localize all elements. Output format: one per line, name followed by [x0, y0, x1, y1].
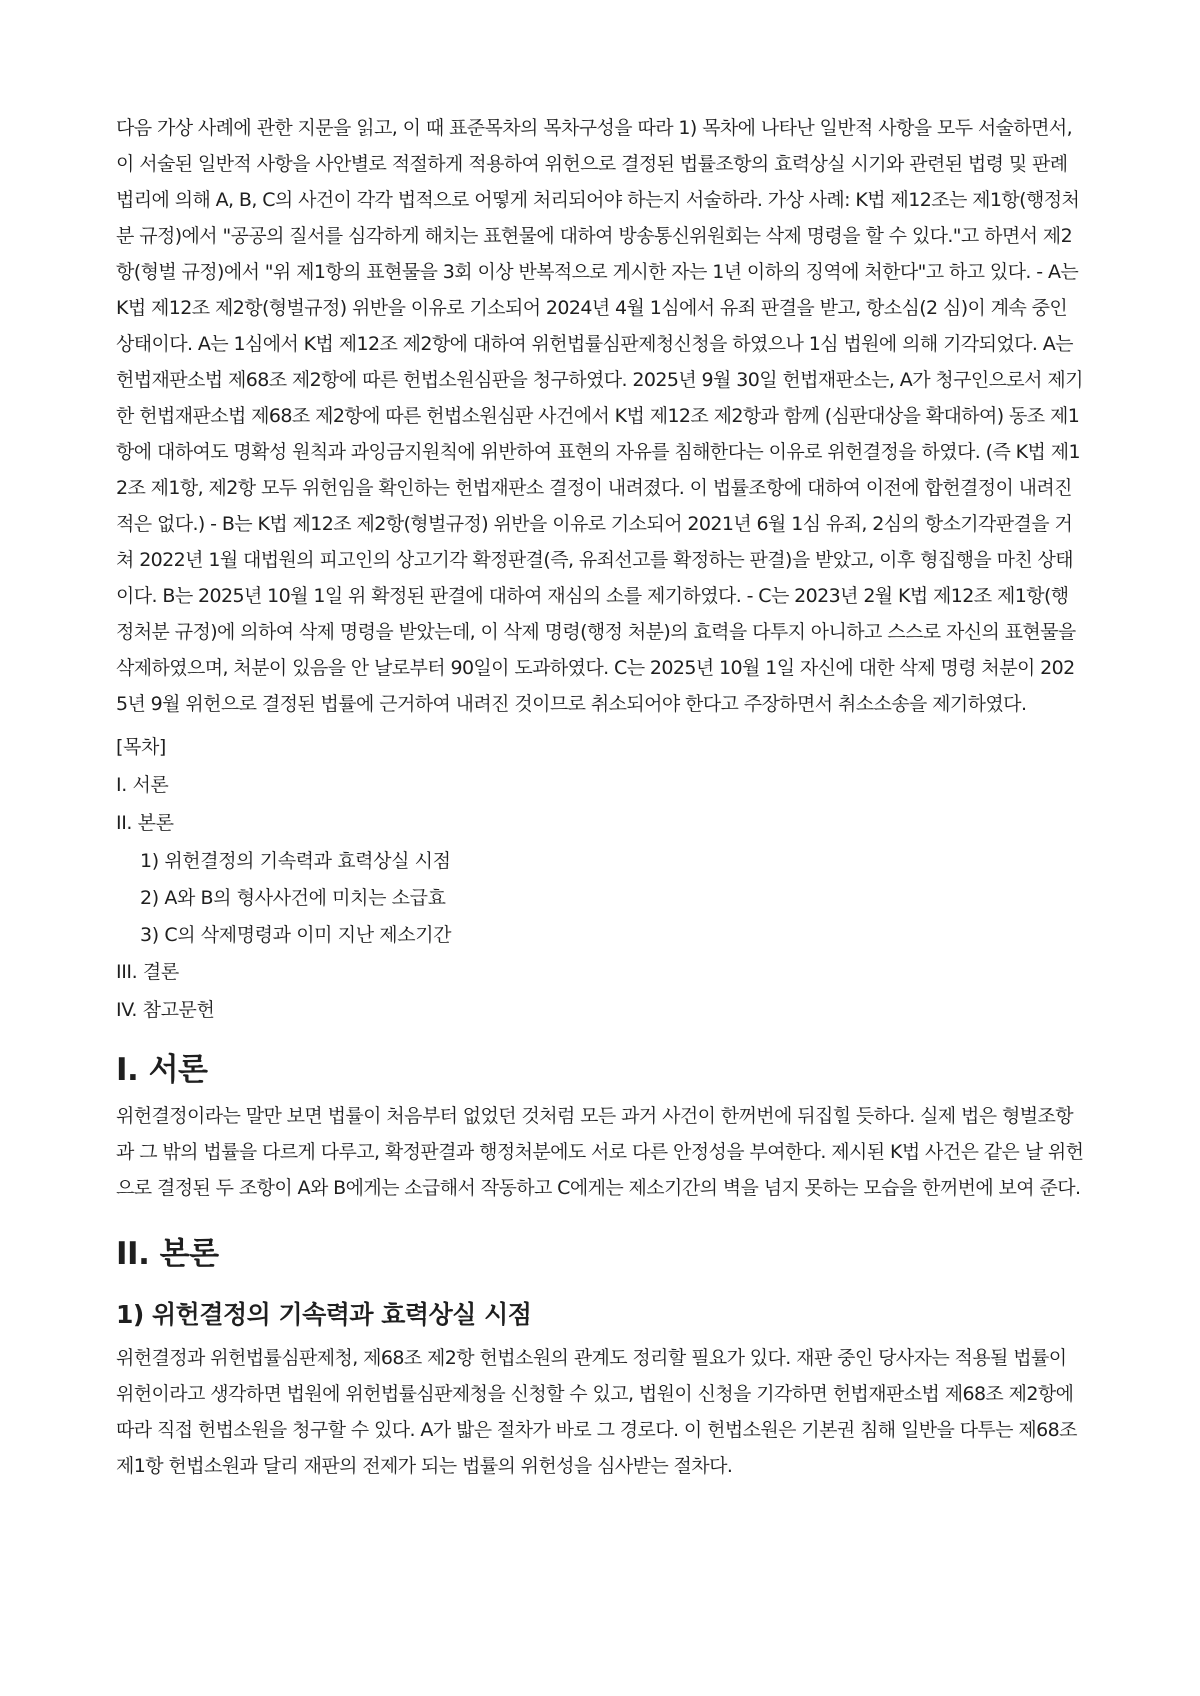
table-of-contents	[116, 736, 1086, 1022]
subsection-heading-1: 1) 위헌결정의 기속력과 효력상실 시점	[116, 1300, 532, 1329]
subsection-1-body: 위헌결정과 위헌법률심판제청, 제68조 제2항 헌법소원의 관계도 정리할 필요가 있다. 재판 중인 당사자는 적용될 법률이 위헌이라고 생각하면 법원에 위헌법률심판제청을 신청할 수 있고, 법원이 신청을 기각하면 헌법재판소법 제68조 제2항에 따라 직접 헌법소원을 청구할 수 있다. A가 밟은 절차가 바로 그 경로다. 이 헌법소원은 기본권 침해 일반을 다투는 제68조 제1항 헌법소원과 달리 재판의 전제가 되는 법률의 위헌성을 심사받는 절차다.	[116, 1347, 1077, 1477]
toc-subitem-1: 1) 위헌결정의 기속력과 효력상실 시점	[140, 850, 451, 872]
toc-subitem-2: 2) A와 B의 형사사건에 미치는 소급효	[140, 887, 446, 909]
section-heading-intro: I. 서론	[116, 1052, 208, 1088]
section-intro-body: 위헌결정이라는 말만 보면 법률이 처음부터 없었던 것처럼 모든 과거 사건이 한꺼번에 뒤집힐 듯하다. 실제 법은 형벌조항과 그 밖의 법률을 다르게 다루고, 확정판결과 행정처분에도 서로 다른 안정성을 부여한다. 제시된 K법 사건은 같은 날 위헌으로 결정된 두 조항이 A와 B에게는 소급해서 작동하고 C에게는 제소기간의 벽을 넘지 못하는 모습을 한꺼번에 보여 준다.	[116, 1105, 1084, 1199]
toc-subitem-3: 3) C의 삭제명령과 이미 지난 제소기간	[140, 924, 452, 946]
toc-item-body: II. 본론	[116, 812, 174, 834]
toc-item-conclusion: III. 결론	[116, 961, 179, 983]
toc-heading: [목차]	[116, 736, 166, 758]
toc-item-intro: I. 서론	[116, 774, 169, 796]
toc-item-references: IV. 참고문헌	[116, 999, 215, 1021]
section-heading-body: II. 본론	[116, 1236, 219, 1272]
intro-paragraph: 다음 가상 사례에 관한 지문을 읽고, 이 때 표준목차의 목차구성을 따라 1) 목차에 나타난 일반적 사항을 모두 서술하면서, 이 서술된 일반적 사항을 사안별로 적절하게 적용하여 위헌으로 결정된 법률조항의 효력상실 시기와 관련된 법령 및 판례 법리에 의해 A, B, C의 사건이 각각 법적으로 어떻게 처리되어야 하는지 서술하라. 가상 사례: K법 제12조는 제1항(행정처분 규정)에서 "공공의 질서를 심각하게 해치는 표현물에 대하여 방송통신위원회는 삭제 명령을 할 수 있다."고 하면서 제2항(형벌 규정)에서 "위 제1항의 표현물을 3회 이상 반복적으로 게시한 자는 1년 이하의 징역에 처한다"고 하고 있다. - A는 K법 제12조 제2항(형벌규정) 위반을 이유로 기소되어 2024년 4월 1심에서 유죄 판결을 받고, 항소심(2 심)이 계속 중인 상태이다. A는 1심에서 K법 제12조 제2항에 대하여 위헌법률심판제청신청을 하였으나 1심 법원에 의해 기각되었다. A는 헌법재판소법 제68조 제2항에 따른 헌법소원심판을 청구하였다. 2025년 9월 30일 헌법재판소는, A가 청구인으로서 제기한 헌법재판소법 제68조 제2항에 따른 헌법소원심판 사건에서 K법 제12조 제2항과 함께 (심판대상을 확대하여) 동조 제1항에 대하여도 명확성 원칙과 과잉금지원칙에 위반하여 표현의 자유를 침해한다는 이유로 위헌결정을 하였다. (즉 K법 제12조 제1항, 제2항 모두 위헌임을 확인하는 헌법재판소 결정이 내려졌다. 이 법률조항에 대하여 이전에 합헌결정이 내려진 적은 없다.) - B는 K법 제12조 제2항(형벌규정) 위반을 이유로 기소되어 2021년 6월 1심 유죄, 2심의 항소기각판결을 거쳐 2022년 1월 대법원의 피고인의 상고기각 확정판결(즉, 유죄선고를 확정하는 판결)을 받았고, 이후 형집행을 마친 상태이다. B는 2025년 10월 1일 위 확정된 판결에 대하여 재심의 소를 제기하였다. - C는 2023년 2월 K법 제12조 제1항(행정처분 규정)에 의하여 삭제 명령을 받았는데, 이 삭제 명령(행정 처분)의 효력을 다투지 아니하고 스스로 자신의 표현물을 삭제하였으며, 처분이 있음을 안 날로부터 90일이 도과하였다. C는 2025년 10월 1일 자신에 대한 삭제 명령 처분이 2025년 9월 위헌으로 결정된 법률에 근거하여 내려진 것이므로 취소되어야 한다고 주장하면서 취소소송을 제기하였다.	[116, 117, 1083, 715]
